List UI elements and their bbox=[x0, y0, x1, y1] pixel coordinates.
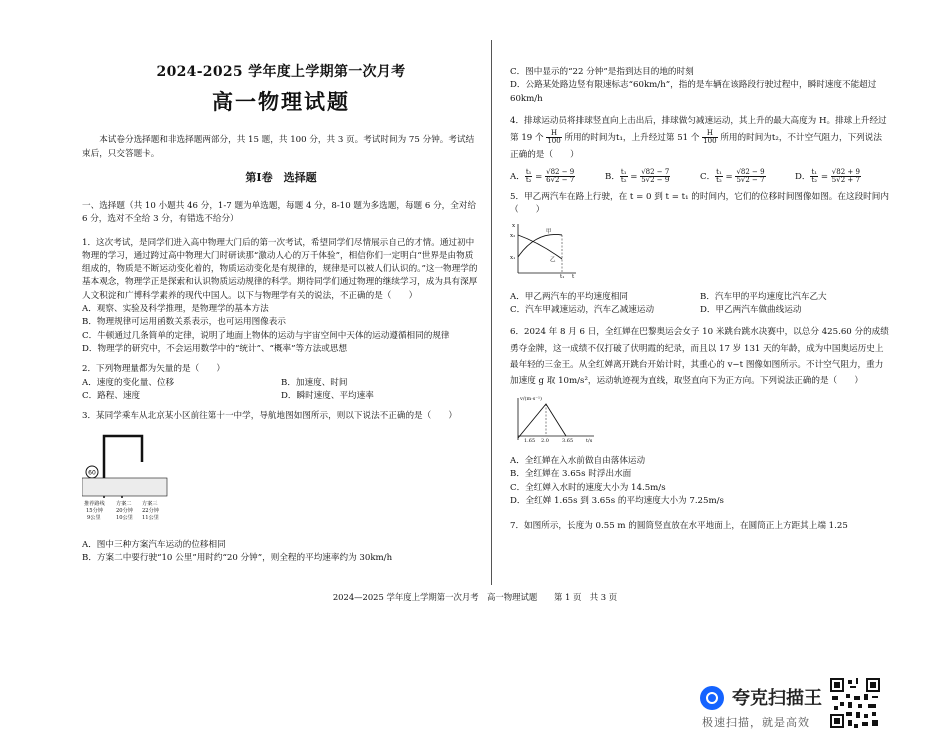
q4-stem-a: 4．排球运动员将排球竖直向上击出后，排球做匀减速运动，其上升的最大高度为 H。排球上升经过第 19 个 bbox=[510, 115, 887, 144]
exam-subject-title: 高一物理试题 bbox=[212, 88, 350, 114]
ratio-den: 5√2 − 9 bbox=[641, 175, 670, 184]
question-5-option-c: C．汽车甲减速运动，汽车乙减速运动 bbox=[510, 305, 655, 316]
ratio-den: 5√2 − 7 bbox=[736, 175, 765, 184]
question-1-stem: 1．这次考试，是同学们进入高中物理大门后的第一次考试，希望同学们尽情展示自己的才情。通过初中物理的学习，通过跨过高中物理大门时研读那“激动人心的万千体验”，相信你们一定明白“世界是由物质组成的，物质是不断运动变化着的，物质运动变化是有规律的，规律是可以被人们认识的。”这一物理学的基本观念，物理学正是探索和认识物质运动规律的科学。期待同学们通过物理的继续学习，成为具有深厚人文积淀和广博科学素养的现代中国人。以下与物理学有关的说法，不正确的是（ ） bbox=[82, 237, 478, 301]
q4-stem-d: 所用的时间为 bbox=[720, 133, 772, 144]
q4-t1: t₁ bbox=[616, 133, 623, 144]
qr-code-icon bbox=[830, 678, 880, 728]
question-3 bbox=[82, 410, 480, 565]
label-t1: t₁ bbox=[560, 274, 565, 280]
vt-graph-figure bbox=[510, 394, 600, 444]
graph5-y-label: x bbox=[512, 223, 516, 230]
ratio-t bbox=[620, 169, 628, 184]
v-t-line bbox=[518, 404, 566, 438]
question-6-option-c: C．全红婵入水时的速度大小为 14.5m/s bbox=[510, 482, 666, 493]
question-4-option-c: C． $\frac{\text{t₁}}{\text{t₂}}$ = $\frac{√82 - 9}{5√2 - 7}$ bbox=[700, 167, 765, 184]
scanner-slogan: 极速扫描，就是高效 bbox=[702, 716, 810, 729]
question-2-option-d: D．瞬时速度、平均速率 bbox=[281, 390, 374, 401]
question-5 bbox=[510, 191, 890, 318]
question-1-option-c: C．牛顿通过几条简单的定律，说明了地面上物体的运动与宇宙空间中天体的运动遵循相同的规律 bbox=[82, 330, 450, 341]
opt-letter: B． bbox=[605, 171, 620, 182]
question-2 bbox=[82, 363, 480, 403]
ratio-t2: t₂ bbox=[620, 175, 627, 184]
exam-title: 2024-2025 学年度上学期第一次月考 bbox=[156, 64, 406, 80]
question-2-row-1 bbox=[82, 377, 480, 390]
q4-stem-e: ，不计空气阻力，下列说法正确的是（ ） bbox=[510, 133, 882, 161]
q4-stem-b: 所用的时间为 bbox=[564, 133, 617, 144]
route-3-dist: 11公里 bbox=[142, 514, 159, 521]
graph5-x-label: t bbox=[572, 274, 575, 280]
ratio-t bbox=[525, 169, 533, 184]
frac-num: H bbox=[546, 130, 561, 138]
question-5-stem: 5．甲乙两汽车在路上行驶，在 t = 0 到 t = t₁ 的时间内，它们的位移时间图像如图。在这段时间内（ ） bbox=[510, 191, 889, 216]
ratio-t1: t₁ bbox=[811, 167, 818, 176]
tick-3: 3.65 bbox=[562, 437, 574, 444]
navigation-map-figure bbox=[82, 428, 172, 528]
q4-fraction-2 bbox=[702, 130, 717, 145]
choice-instructions: 一、选择题（共 10 小题共 46 分，1-7 题为单选题，每题 4 分，8-10 题为多选题，每题 6 分，全对给 6 分，选对不全给 3 分，有错选不给分） bbox=[82, 200, 477, 225]
ratio-value bbox=[735, 169, 765, 184]
page-footer: 2024—2025 学年度上学期第一次月考 高一物理试题 第 1 页 共 3 页 bbox=[332, 592, 618, 602]
question-3-stem: 3．某同学乘车从北京某小区前往第十一中学，导航地图如图所示，则以下说法不正确的是（ ） bbox=[82, 411, 458, 422]
question-5-option-a: A．甲乙两汽车的平均速度相同 bbox=[510, 291, 628, 302]
scanner-brand-name: 夸克扫描王 bbox=[732, 688, 822, 709]
speed-limit-text: 60 bbox=[88, 469, 96, 477]
question-7-stem: 7．如图所示，长度为 0.55 m 的圆筒竖直放在水平地面上，在圆筒正上方距其上端 1.25 bbox=[510, 521, 848, 532]
question-2-row-2 bbox=[82, 390, 480, 403]
question-4-options bbox=[510, 169, 890, 184]
question-4-option-d: D． $\frac{\text{t₁}}{\text{t₂}}$ = $\frac{√82 + 9}{5√2 + 7}$ bbox=[795, 167, 860, 184]
route-3-name: 方案三 bbox=[142, 500, 158, 507]
question-4-stem bbox=[510, 113, 890, 165]
question-4-option-a: A． $\frac{\text{t₁}}{\text{t₂}}$ = $\frac{√82 - 9}{6√2 - 7}$ bbox=[510, 167, 575, 184]
ratio-t1: t₁ bbox=[716, 167, 722, 176]
ratio-value bbox=[831, 169, 861, 184]
question-6-option-d: D．全红婵 1.65s 到 3.65s 的平均速度大小为 7.25m/s bbox=[510, 495, 724, 506]
route-1-name: 推荐路线 bbox=[84, 500, 105, 507]
scanner-logo-icon bbox=[700, 686, 724, 710]
ratio-t1: t₁ bbox=[525, 167, 532, 176]
ratio-t2: t₂ bbox=[811, 175, 818, 184]
question-5-row-2 bbox=[510, 304, 890, 317]
ratio-den: 5√2 + 7 bbox=[831, 175, 860, 184]
q4-stem-c: ，上升经过第 51 个 bbox=[622, 133, 700, 144]
q4-t2: t₂ bbox=[771, 133, 779, 144]
question-5-row-1 bbox=[510, 291, 890, 304]
question-4 bbox=[510, 113, 890, 184]
question-1-option-d: D．物理学的研究中，不会运用数学中的“统计”、“概率”等方法或思想 bbox=[82, 344, 348, 355]
exam-intro: 本试卷分选择题和非选择题两部分，共 15 题，共 100 分，共 3 页。考试时间为 75 分钟。考试结束后，只交答题卡。 bbox=[82, 135, 475, 159]
tick-1: 1.65 bbox=[524, 437, 536, 444]
ratio-value bbox=[545, 169, 575, 184]
frac-den: 100 bbox=[703, 137, 717, 146]
section-title: 第Ⅰ卷 选择题 bbox=[245, 170, 317, 184]
question-3-option-a: A．图中三种方案汽车运动的位移相同 bbox=[82, 539, 226, 550]
question-3-option-b: B．方案二中要行驶“10 公里”用时约“20 分钟”，则全程的平均速率约为 30km/h bbox=[82, 553, 393, 564]
question-4-option-b: B． $\frac{\text{t₁}}{\text{t₂}}$ = $\frac{√82 - 7}{5√2 - 9}$ bbox=[605, 167, 670, 184]
route-2-name: 方案二 bbox=[116, 500, 132, 507]
ratio-t2: t₂ bbox=[716, 175, 722, 184]
curve-yi bbox=[518, 235, 562, 259]
question-2-option-b: B．加速度、时间 bbox=[281, 377, 348, 388]
question-2-option-c: C．路程、速度 bbox=[82, 390, 141, 401]
scanner-watermark bbox=[700, 682, 850, 730]
question-6 bbox=[510, 324, 890, 508]
question-5-option-b: B．汽车甲的平均速度比汽车乙大 bbox=[700, 291, 827, 302]
opt-letter: A． bbox=[510, 171, 525, 182]
question-1-option-a: A．观察、实验及科学推理，是物理学的基本方法 bbox=[82, 304, 269, 315]
ratio-t bbox=[810, 169, 818, 184]
ratio-num: √82 − 9 bbox=[546, 167, 575, 176]
ratio-den: 6√2 − 7 bbox=[546, 175, 575, 184]
ratio-t1: t₁ bbox=[620, 167, 627, 176]
question-5-option-d: D．甲乙两汽车做曲线运动 bbox=[700, 305, 802, 316]
ratio-num: √82 + 9 bbox=[831, 167, 860, 176]
label-yi: 乙 bbox=[550, 257, 556, 264]
question-2-option-a: A．速度的变化量、位移 bbox=[82, 377, 175, 388]
label-x1: x₁ bbox=[510, 255, 516, 262]
question-3-option-d: D．公路某处路边竖有限速标志“60km/h”，指的是车辆在该路段行驶过程中，瞬时速度不能超过 60km/h bbox=[510, 80, 877, 104]
q4-fraction-1 bbox=[546, 130, 561, 145]
graph6-y-label: v/(m·s⁻¹) bbox=[520, 395, 542, 402]
left-column bbox=[82, 58, 480, 573]
route-2-time: 20分钟 bbox=[116, 507, 133, 514]
ratio-t2: t₂ bbox=[525, 175, 532, 184]
opt-letter: C． bbox=[700, 171, 716, 182]
opt-letter: D． bbox=[795, 171, 811, 182]
route-3-time: 22分钟 bbox=[142, 507, 159, 514]
map-footer-bar bbox=[82, 478, 167, 496]
route-1-time: 15分钟 bbox=[86, 507, 103, 514]
ratio-num: √82 − 9 bbox=[736, 167, 765, 176]
question-6-option-b: B．全红婵在 3.65s 时浮出水面 bbox=[510, 469, 632, 480]
column-divider bbox=[491, 40, 492, 585]
ratio-t bbox=[715, 169, 723, 184]
label-jia: 甲 bbox=[546, 229, 552, 236]
question-6-stem: 6．2024 年 8 月 6 日，全红婵在巴黎奥运会女子 10 米跳台跳水决赛中，以总分 425.60 分的成绩勇夺金牌，这一成绩不仅打破了伏明霞的纪录，而且以 17 岁 131 天的年龄，成为中国奥运历史上最年轻的三金王。从全红婵离开跳台开始计时，其重心的 v−t 图像如图所示。不计空气阻力，重力加速度 g 取 10m/s²，运动轨迹视为直线，取竖直向下为正方向。下列说法正确的是（ ） bbox=[510, 327, 889, 387]
route-1-dist: 9公里 bbox=[87, 514, 101, 521]
question-7 bbox=[510, 520, 890, 533]
label-x2: x₂ bbox=[510, 233, 516, 240]
ratio-num: √82 − 7 bbox=[641, 167, 670, 176]
right-column bbox=[510, 66, 890, 541]
question-3-option-c: C．图中显示的“22 分钟”是指到达目的地的时刻 bbox=[510, 67, 694, 77]
ratio-value bbox=[640, 169, 670, 184]
route-2-dist: 10公里 bbox=[116, 514, 133, 521]
question-1-option-b: B．物理规律可运用函数关系表示，也可运用图像表示 bbox=[82, 317, 286, 328]
frac-num: H bbox=[702, 130, 717, 138]
question-6-option-a: A．全红婵在入水前做自由落体运动 bbox=[510, 456, 646, 466]
route-three-path bbox=[104, 436, 142, 462]
frac-den: 100 bbox=[547, 137, 561, 146]
tick-2: 2.0 bbox=[541, 437, 549, 444]
xt-graph-figure bbox=[510, 221, 580, 279]
question-1 bbox=[82, 237, 480, 357]
question-2-stem: 2．下列物理量都为矢量的是（ ） bbox=[82, 364, 225, 375]
graph6-x-label: t/s bbox=[586, 437, 593, 444]
